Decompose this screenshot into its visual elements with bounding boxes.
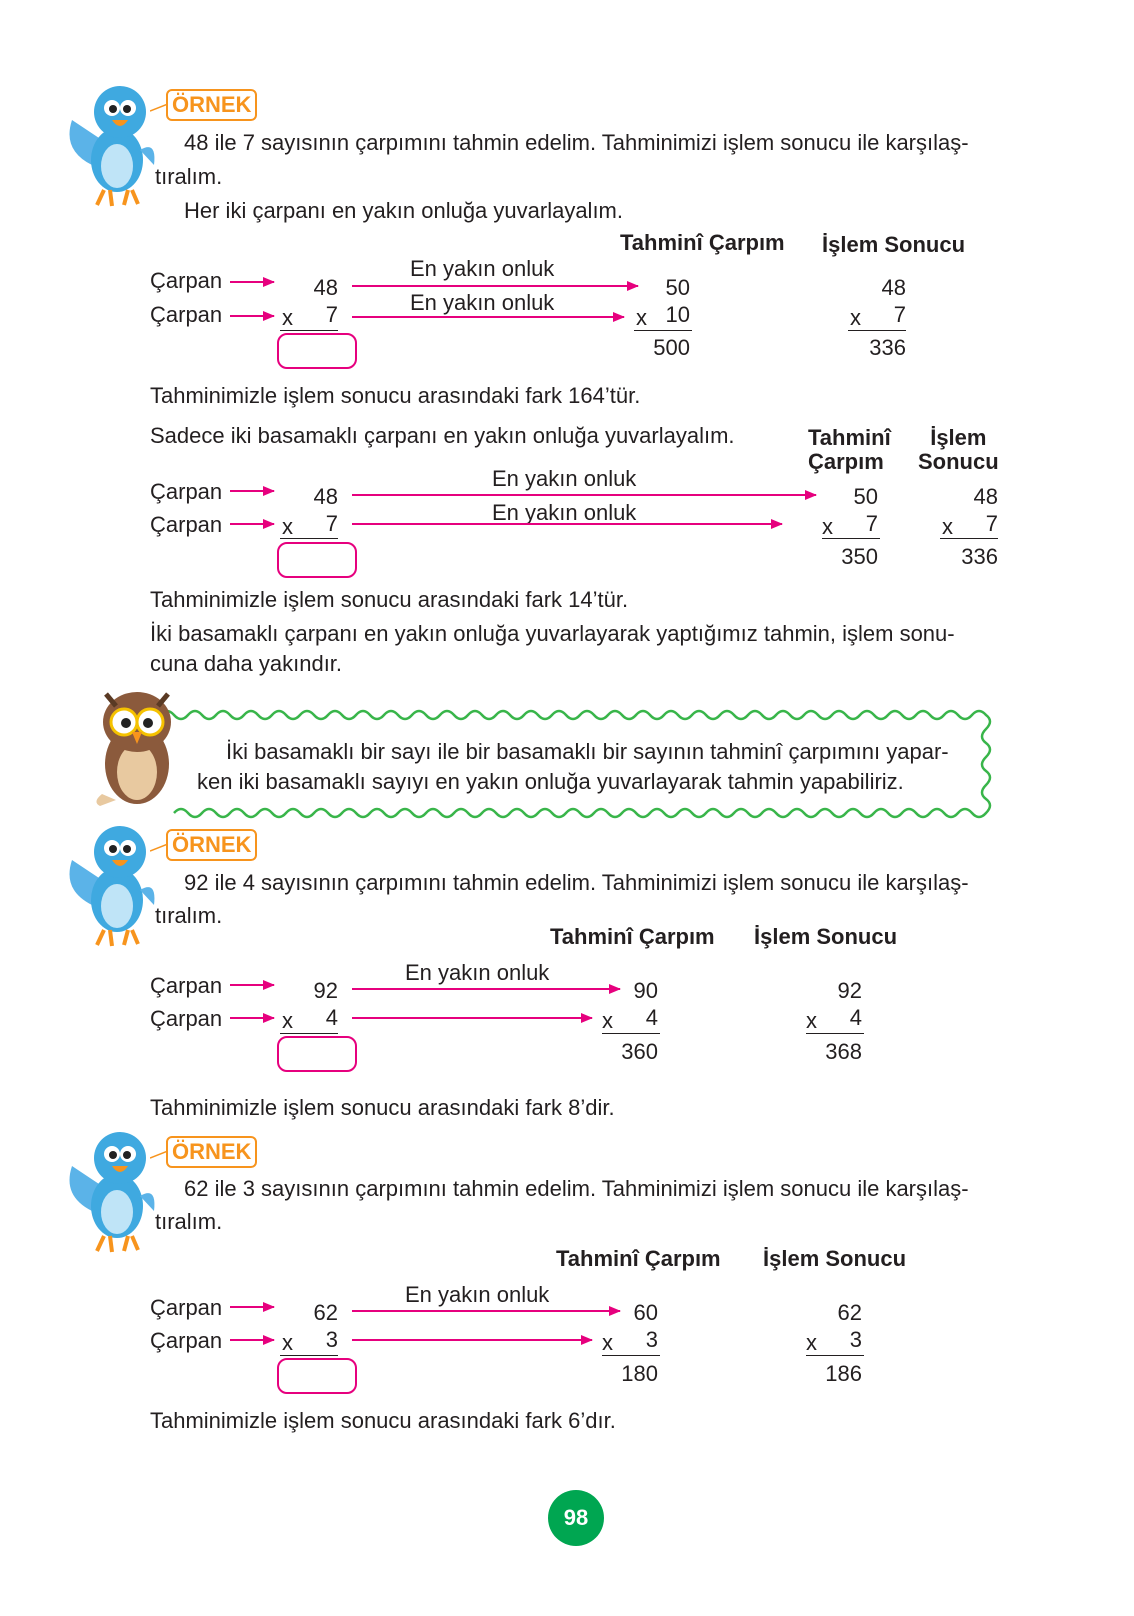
ex1-line1: 48 ile 7 sayısının çarpımını tahmin edelim. Tahminimizi işlem sonucu ile karşılaş- — [184, 130, 969, 155]
times-sign: x — [822, 514, 833, 539]
factor-label: Çarpan — [150, 973, 223, 998]
ex2-line2: tıralım. — [155, 903, 223, 928]
header-estimated-product: Tahminî Çarpım — [808, 425, 891, 474]
result-multiplier: 7 — [893, 302, 906, 327]
estimated-product: 500 — [653, 335, 690, 360]
sum-line — [806, 1355, 864, 1356]
result-multiplier: 4 — [849, 1005, 862, 1030]
arrow-label: En yakın onluk — [410, 290, 555, 315]
rounding-arrows — [352, 982, 632, 1027]
result-multiplicand: 62 — [837, 1300, 862, 1325]
estimated-multiplicand: 60 — [633, 1300, 658, 1325]
sum-line — [634, 330, 692, 331]
times-sign: x — [602, 1008, 613, 1033]
times-sign: x — [942, 514, 953, 539]
times-sign: x — [636, 305, 647, 330]
multiplicand: 48 — [313, 484, 338, 509]
result-multiplicand: 48 — [973, 484, 998, 509]
times-sign: x — [602, 1330, 613, 1355]
arrow-label: En yakın onluk — [405, 960, 550, 985]
arrow-label: En yakın onluk — [410, 256, 555, 281]
multiplicand: 62 — [313, 1300, 338, 1325]
conclusion-line1: İki basamaklı çarpanı en yakın onluğa yuvarlayarak yaptığımız tahmin, işlem sonu- — [150, 621, 955, 646]
badge-connector — [150, 843, 168, 853]
sum-line — [940, 538, 998, 539]
result-product: 336 — [961, 544, 998, 569]
difference-text: Tahminimizle işlem sonucu arasındaki fark 14’tür. — [150, 587, 629, 612]
sum-line — [806, 1033, 864, 1034]
factor-arrows — [230, 270, 280, 330]
header-operation-result: İşlem Sonucu — [754, 924, 898, 949]
factor-label: Çarpan — [150, 479, 223, 504]
header-operation-result: İşlem Sonucu — [763, 1246, 907, 1271]
example-badge: ÖRNEK — [166, 1136, 257, 1168]
arrow-label: En yakın onluk — [492, 466, 637, 491]
ex1-line3: Her iki çarpanı en yakın onluğa yuvarlayalım. — [184, 198, 623, 223]
result-multiplier: 3 — [849, 1327, 862, 1352]
multiplier: 7 — [325, 511, 338, 536]
note-line2: ken iki basamaklı sayıyı en yakın onluğa yuvarlayarak tahmin yapabiliriz. — [197, 769, 904, 794]
example-badge: ÖRNEK — [166, 89, 257, 121]
rounding-arrows — [352, 1304, 632, 1349]
ex3-line1: 62 ile 3 sayısının çarpımını tahmin edelim. Tahminimizi işlem sonucu ile karşılaş- — [184, 1176, 969, 1201]
answer-box — [277, 542, 357, 578]
factor-label: Çarpan — [150, 512, 223, 537]
factor-label: Çarpan — [150, 302, 223, 327]
times-sign: x — [282, 1330, 293, 1355]
factor-arrows — [230, 974, 280, 1034]
rounding-arrows — [352, 278, 652, 328]
factor-label: Çarpan — [150, 268, 223, 293]
multiplier: 3 — [325, 1327, 338, 1352]
badge-connector — [150, 103, 168, 113]
factor-label: Çarpan — [150, 1006, 223, 1031]
sum-line — [280, 538, 338, 539]
factor-arrows — [230, 1296, 280, 1356]
multiplier: 4 — [325, 1005, 338, 1030]
note-line1: İki basamaklı bir sayı ile bir basamaklı bir sayının tahminî çarpımını yapar- — [226, 739, 949, 764]
arrow-label: En yakın onluk — [405, 1282, 550, 1307]
times-sign: x — [806, 1008, 817, 1033]
ex2-line1: 92 ile 4 sayısının çarpımını tahmin edelim. Tahminimizi işlem sonucu ile karşılaş- — [184, 870, 969, 895]
estimated-multiplier: 10 — [665, 302, 690, 327]
factor-arrows — [230, 480, 280, 540]
times-sign: x — [282, 514, 293, 539]
result-product: 186 — [825, 1361, 862, 1386]
header-operation-result: İşlem Sonucu — [918, 425, 999, 474]
header-estimated-product: Tahminî Çarpım — [556, 1246, 721, 1271]
multiplicand: 48 — [313, 275, 338, 300]
bird-mascot-icon — [62, 80, 162, 210]
badge-connector — [150, 1150, 168, 1160]
page-number: 98 — [548, 1490, 604, 1546]
estimated-product: 360 — [621, 1039, 658, 1064]
times-sign: x — [850, 305, 861, 330]
result-product: 368 — [825, 1039, 862, 1064]
estimated-multiplicand: 50 — [665, 275, 690, 300]
bird-mascot-icon — [62, 1126, 162, 1256]
estimated-multiplier: 3 — [645, 1327, 658, 1352]
sum-line — [848, 330, 906, 331]
arrow-label: En yakın onluk — [492, 500, 637, 525]
factor-label: Çarpan — [150, 1328, 223, 1353]
header-estimated-product: Tahminî Çarpım — [550, 924, 715, 949]
sum-line — [602, 1355, 660, 1356]
times-sign: x — [282, 1008, 293, 1033]
rounding-arrows — [352, 488, 822, 533]
example-badge: ÖRNEK — [166, 829, 257, 861]
ex3-line2: tıralım. — [155, 1209, 223, 1234]
times-sign: x — [806, 1330, 817, 1355]
owl-mascot-icon — [92, 684, 182, 814]
estimated-multiplicand: 90 — [633, 978, 658, 1003]
estimated-product: 180 — [621, 1361, 658, 1386]
sum-line — [280, 330, 338, 331]
result-product: 336 — [869, 335, 906, 360]
answer-box — [277, 333, 357, 369]
header-estimated-product: Tahminî Çarpım — [620, 230, 785, 255]
header-operation-result: İşlem Sonucu — [822, 232, 966, 257]
answer-box — [277, 1358, 357, 1394]
multiplicand: 92 — [313, 978, 338, 1003]
answer-box — [277, 1036, 357, 1072]
estimated-multiplier: 7 — [865, 511, 878, 536]
sum-line — [280, 1033, 338, 1034]
conclusion-line2: cuna daha yakındır. — [150, 651, 343, 676]
sum-line — [280, 1355, 338, 1356]
difference-text: Tahminimizle işlem sonucu arasındaki fark 164’tür. — [150, 383, 641, 408]
sum-line — [822, 538, 880, 539]
estimated-multiplier: 4 — [645, 1005, 658, 1030]
times-sign: x — [282, 305, 293, 330]
estimated-product: 350 — [841, 544, 878, 569]
estimated-multiplicand: 50 — [853, 484, 878, 509]
result-multiplicand: 92 — [837, 978, 862, 1003]
difference-text: Tahminimizle işlem sonucu arasındaki fark 6’dır. — [150, 1408, 616, 1433]
ex1-line2: tıralım. — [155, 164, 223, 189]
result-multiplier: 7 — [985, 511, 998, 536]
ex1-line4: Sadece iki basamaklı çarpanı en yakın onluğa yuvarlayalım. — [150, 423, 735, 448]
result-multiplicand: 48 — [881, 275, 906, 300]
difference-text: Tahminimizle işlem sonucu arasındaki fark 8’dir. — [150, 1095, 615, 1120]
sum-line — [602, 1033, 660, 1034]
bird-mascot-icon — [62, 820, 162, 950]
multiplier: 7 — [325, 302, 338, 327]
factor-label: Çarpan — [150, 1295, 223, 1320]
